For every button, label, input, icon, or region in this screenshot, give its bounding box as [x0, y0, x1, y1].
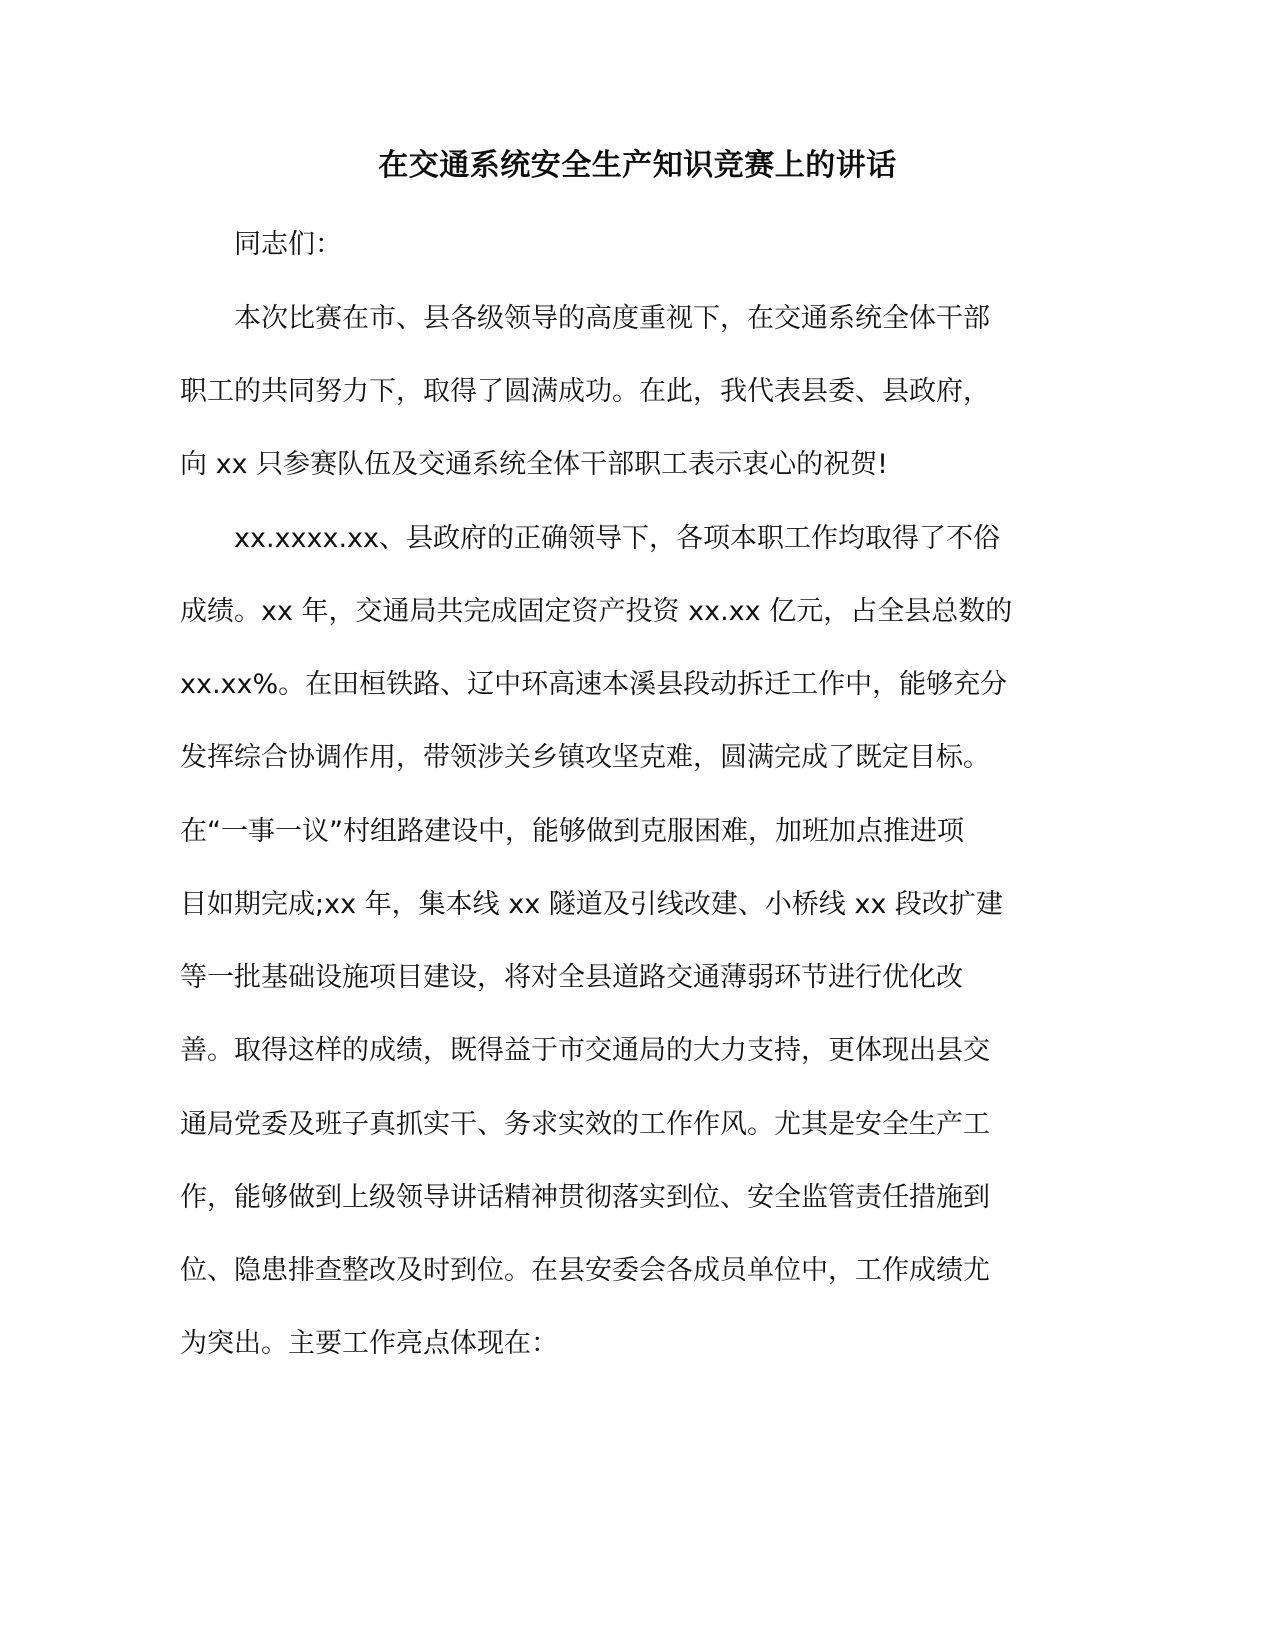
paragraph-line: 目如期完成;xx 年，集本线 xx 隧道及引线改建、小桥线 xx 段改扩建 — [180, 889, 1003, 920]
paragraph-line: 本次比赛在市、县各级领导的高度重视下，在交通系统全体干部 — [234, 303, 990, 334]
paragraph-line: 通局党委及班子真抓实干、务求实效的工作作风。尤其是安全生产工 — [180, 1109, 990, 1140]
salutation: 同志们： — [234, 229, 342, 260]
paragraph-line: xx.xx%。在田桓铁路、辽中环高速本溪县段动拆迁工作中，能够充分 — [180, 669, 1008, 700]
paragraph-line: 职工的共同努力下，取得了圆满成功。在此，我代表县委、县政府， — [180, 376, 990, 407]
paragraph-line: 成绩。xx 年，交通局共完成固定资产投资 xx.xx 亿元，占全县总数的 — [180, 596, 1013, 627]
paragraph-line: 发挥综合协调作用，带领涉关乡镇攻坚克难，圆满完成了既定目标。 — [180, 742, 990, 773]
paragraph-line: 向 xx 只参赛队伍及交通系统全体干部职工表示衷心的祝贺! — [180, 449, 888, 480]
paragraph-line: 在“一事一议”村组路建设中，能够做到克服困难，加班加点推进项 — [180, 816, 964, 847]
paragraph-line: xx.xxxx.xx、县政府的正确领导下，各项本职工作均取得了不俗 — [234, 523, 1000, 554]
paragraph-line: 善。取得这样的成绩，既得益于市交通局的大力支持，更体现出县交 — [180, 1035, 990, 1066]
paragraph-line: 等一批基础设施项目建设，将对全县道路交通薄弱环节进行优化改 — [180, 962, 963, 993]
paragraph-line: 为突出。主要工作亮点体现在： — [180, 1328, 558, 1359]
paragraph-line: 位、隐患排查整改及时到位。在县安委会各成员单位中，工作成绩尤 — [180, 1255, 990, 1286]
document-title: 在交通系统安全生产知识竞赛上的讲话 — [378, 148, 897, 183]
paragraph-line: 作，能够做到上级领导讲话精神贯彻落实到位、安全监管责任措施到 — [180, 1182, 990, 1213]
